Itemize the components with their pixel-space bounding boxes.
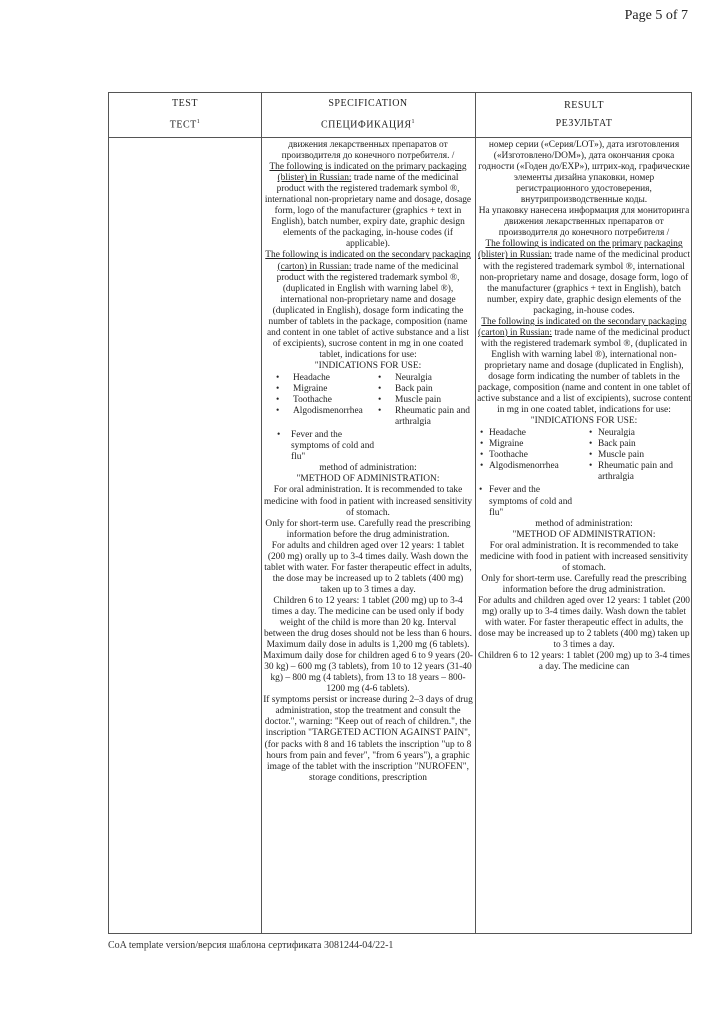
page-number: Page 5 of 7: [624, 8, 688, 23]
result-method-title: "METHOD OF ADMINISTRATION:: [512, 529, 656, 540]
list-item: • Rheumatic pain and arthralgia: [588, 461, 691, 483]
spec-paragraph: If symptoms persist or increase during 2–3 days of drug administration, stop the treatment and consult the doctor.", warning: "Keep out of reach of children.", the inscription "TARGETED ACTION AGAINST PAIN", (for packs with 8 and 16 tablets the inscription "up to 8 hours from pain and fever", "from 6 years"), a graphic image of the tablet with the inscription "NUROFEN", storage conditions, prescription: [263, 695, 473, 783]
header-spec-ru: СПЕЦИФИКАЦИЯ: [320, 119, 412, 131]
spec-indication-fever: • Fever and the symptoms of cold and flu": [263, 430, 381, 463]
result-paragraph: номер серии («Серия/LOT»), дата изготовления («Изготовлено/DOM»), дата окончания срока годности («Годен до/EXP»), штрих-код, графические элементы дизайна упаковки, номер регистрационного удостоверения, внутрипроизводственные коды.: [478, 140, 690, 206]
result-paragraph: На упаковку нанесена информация для мониторинга движения лекарственных препаратов от производителя до конечного потребителя /: [478, 206, 690, 239]
header-test-en: TEST: [172, 98, 198, 110]
header-result: [475, 93, 693, 137]
header-spec-en: SPECIFICATION: [328, 98, 408, 110]
header-specification: [261, 93, 475, 137]
header-spec-ru-wrap: [321, 113, 415, 134]
result-cell: [477, 140, 691, 933]
spec-paragraph: Only for short-term use. Carefully read the prescribing information before the drug administration.: [265, 518, 471, 540]
header-test: [109, 93, 261, 137]
result-indications-list: [477, 428, 691, 483]
spec-primary-packaging: [263, 162, 473, 250]
result-paragraph: For oral administration. It is recommended to take medicine with food in patient with increased sensitivity of stomach.: [479, 540, 689, 573]
spec-paragraph: Children 6 to 12 years: 1 tablet (200 mg) up to 3-4 times a day. The medicine can be used only if body weight of the child is more than 20 kg. Interval between the drug doses should not be less than 6 hours.: [263, 595, 473, 640]
result-secondary-packaging: [477, 317, 691, 416]
header-result-en: RESULT: [564, 100, 604, 111]
result-paragraph: For adults and children aged over 12 years: 1 tablet (200 mg) orally up to 3-4 times daily. Wash down the tablet with water. For faster therapeutic effect in adults, the dose may be increased up to 2 tablets (400 mg) taken up to 3 times a day.: [478, 595, 690, 651]
result-method-label: method of administration:: [535, 518, 633, 529]
spec-indications-title: "INDICATIONS FOR USE:: [314, 360, 422, 371]
spec-paragraph: Maximum daily dose in adults is 1,200 mg (6 tablets).: [266, 640, 470, 651]
result-primary-packaging: [477, 239, 691, 316]
specification-table: [108, 92, 692, 934]
header-spec-sup: 1: [411, 119, 416, 126]
column-divider-2: [475, 93, 476, 933]
list-item: • Rheumatic pain and arthralgia: [377, 406, 473, 428]
spec-method-title: "METHOD OF ADMINISTRATION:: [296, 474, 440, 485]
spec-paragraph: Maximum daily dose for children aged 6 to 9 years (20-30 kg) – 600 mg (3 tablets), from 10 to 12 years (31-40 kg) – 800 mg (4 tablets), from 13 to 18 years – 800-1200 mg (4-6 tablets).: [263, 651, 473, 695]
header-test-ru: ТЕСТ: [169, 119, 197, 131]
result-paragraph: Only for short-term use. Carefully read the prescribing information before the drug administration.: [481, 573, 687, 595]
spec-primary-text: trade name of the medicinal product with the registered trademark symbol ®, international non-proprietary name and dosage, dosage form, logo of the manufacturer (graphics + text in English), batch number, expiry date, graphic design elements of the packaging, in-house codes (if applicable).: [264, 173, 472, 250]
list-item: • Toothache: [479, 450, 582, 461]
list-item: • Muscle pain: [588, 450, 691, 461]
spec-paragraph: движения лекарственных препаратов от производителя до конечного потребителя. /: [281, 140, 455, 162]
spec-indications-list: [263, 373, 473, 428]
spec-paragraph: For adults and children aged over 12 years: 1 tablet (200 mg) orally up to 3-4 times daily. Wash down the tablet with water. For faster therapeutic effect in adults, the dose may be increased up to 2 tablets (400 mg) taken up to 3 times a day.: [264, 540, 472, 595]
list-item: • Migraine: [479, 439, 582, 450]
result-indication-fever: • Fever and the symptoms of cold and flu": [477, 485, 579, 518]
header-divider: [109, 137, 691, 138]
header-result-ru: РЕЗУЛЬТАТ: [555, 118, 613, 129]
list-item: • Back pain: [377, 384, 473, 395]
column-divider-1: [261, 93, 262, 933]
list-item: • Back pain: [588, 439, 691, 450]
spec-primary-heading: The following is indicated on the primary packaging (blister) in Russian:: [269, 162, 467, 184]
spec-secondary-packaging: [263, 250, 473, 360]
list-item: • Muscle pain: [377, 395, 473, 406]
result-primary-heading: The following is indicated on the primary packaging (blister) in Russian:: [478, 239, 683, 261]
spec-secondary-text: trade name of the medicinal product with the registered trademark symbol ®, (duplicated in English with warning label ®), international non-proprietary name and dosage (duplicated in English), dosage form indicating the number of tablets in the package, composition (name and content in one tablet of active substance and a list of excipients), sucrose content in mg in one coated tablet, indications for use:: [266, 261, 470, 360]
list-item: • Toothache: [275, 395, 371, 406]
spec-paragraph: For oral administration. It is recommended to take medicine with food in patient with increased sensitivity of stomach.: [263, 485, 473, 518]
list-item: • Neuralgia: [588, 428, 691, 439]
header-test-ru-wrap: [170, 113, 201, 134]
list-item: • Headache: [479, 428, 582, 439]
spec-secondary-heading: The following is indicated on the secondary packaging (carton) in Russian:: [265, 250, 471, 272]
list-item: • Headache: [275, 373, 371, 384]
list-item: • Migraine: [275, 384, 371, 395]
result-indications-title: "INDICATIONS FOR USE:: [530, 416, 638, 427]
list-item: • Algodismenorrhea: [479, 461, 582, 483]
list-item: • Algodismenorrhea: [275, 406, 371, 428]
template-version-footer: CoA template version/версия шаблона сертификата 3081244-04/22-1: [108, 940, 394, 951]
header-test-sup: 1: [196, 119, 201, 126]
result-secondary-text: trade name of the medicinal product with the registered trademark symbol ®, (duplicated in English with warning label ®), international non-proprietary name and dosage (duplicated in English), dosage form indicating the number of tablets in the package, composition (name and content in one tablet of active substance and a list of excipients), sucrose content in mg in one coated tablet, indications for use:: [477, 327, 691, 416]
spec-method-label: method of administration:: [319, 463, 417, 474]
result-paragraph: Children 6 to 12 years: 1 tablet (200 mg) up to 3-4 times a day. The medicine can: [478, 651, 690, 673]
result-secondary-heading: The following is indicated on the secondary packaging (carton) in Russian:: [478, 316, 687, 338]
specification-cell: [263, 140, 473, 933]
result-primary-text: trade name of the medicinal product with the registered trademark symbol ®, international non-proprietary name and dosage, dosage form, logo of the manufacturer (graphics + text in English), batch number, expiry date, graphic design elements of the packaging, in-house codes.: [479, 250, 690, 316]
list-item: • Neuralgia: [377, 373, 473, 384]
